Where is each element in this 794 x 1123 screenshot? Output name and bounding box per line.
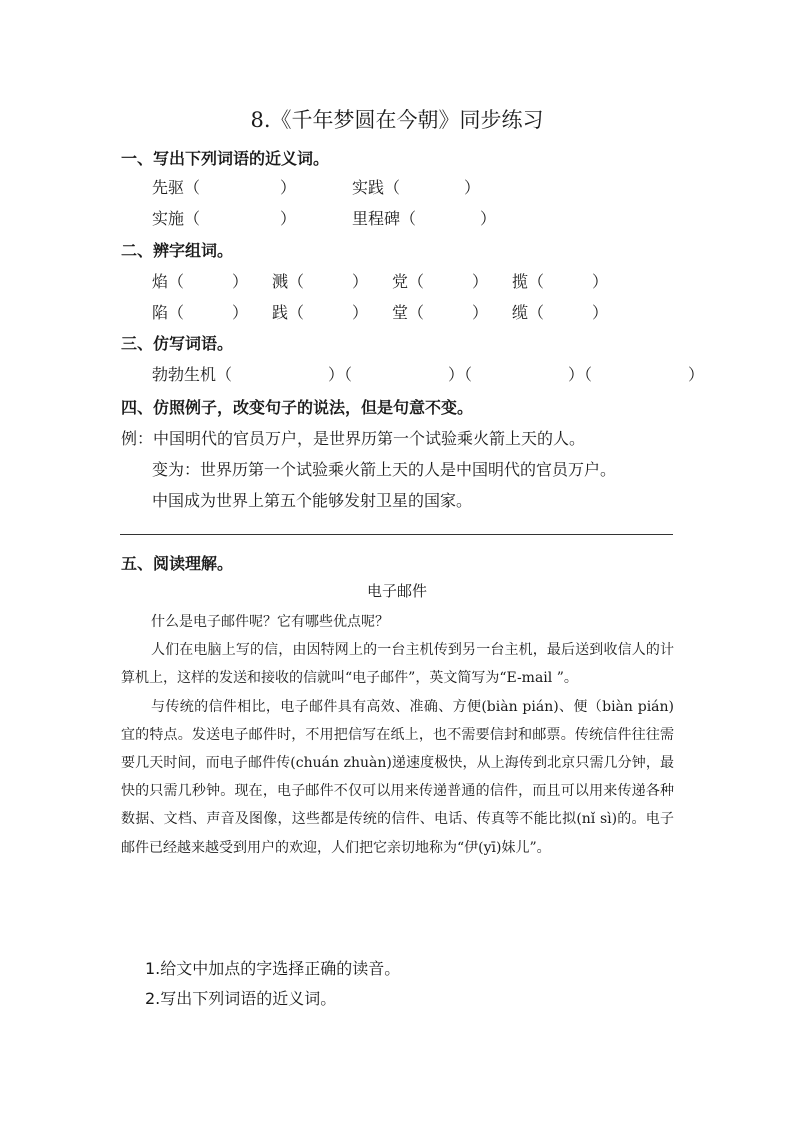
section-2-item: 缆（ ） [512,303,609,322]
section-1-item: 实施（ ） [152,209,297,228]
section-1-item: 实践（ ） [352,178,481,197]
passage-paragraph: 什么是电子邮件呢？它有哪些优点呢？ [151,614,389,630]
section-4-example: 例：中国明代的官员万户，是世界历第一个试验乘火箭上天的人。 [121,429,586,448]
section-5-heading: 五、阅读理解。 [121,554,234,573]
section-1-item: 先驱（ ） [152,178,297,197]
section-4-task: 中国成为世界上第五个能够发射卫星的国家。 [152,491,473,510]
reading-passage [121,608,674,944]
passage-title: 电子邮件 [366,582,427,600]
section-4-heading: 四、仿照例子，改变句子的说法，但是句意不变。 [121,398,474,417]
section-2-item: 践（ ） [272,303,369,322]
section-2-item: 溅（ ） [272,272,369,291]
section-1-heading: 一、写出下列词语的近义词。 [121,149,330,168]
section-2-item: 陷（ ） [152,303,249,322]
section-2-item: 堂（ ） [392,303,489,322]
section-2-item: 焰（ ） [152,272,249,291]
page-title: 8.《千年梦圆在今朝》同步练习 [250,108,544,132]
passage-paragraph: 人们在电脑上写的信，由因特网上的一台主机传到另一台主机，最后送到收信人的计算机上，这样的发送和接收的信就叫“电子邮件”，英文简写为“E-mail ”。 [121,642,674,687]
question-1: 1.给文中加点的字选择正确的读音。 [145,959,401,978]
section-2-item: 揽（ ） [512,272,609,291]
passage-paragraph: 与传统的信件相比，电子邮件具有高效、准确、方便(biàn pián)、便（biàn pián)宜的特点。发送电子邮件时，不用把信写在纸上，也不需要信封和邮票。传统信件往往需要几天时间，而电子邮件传(chuán zhuàn)递速度极快，从上海传到北京只需几分钟，最快的只需几秒钟。现在，电子邮件不仅可以用来传递普通的信件，而且可以用来传递各种数据、文档、声音及图像，这些都是传统的信件、电话、传真等不能比拟(nǐ sì)的。电子邮件已经越来越受到用户的欢迎，人们把它亲切地称为“伊(yī)妹儿”。 [121,698,674,856]
section-2-item: 党（ ） [392,272,489,291]
section-2-heading: 二、辨字组词。 [121,241,234,260]
section-3-line: 勃勃生机（ ）（ ）（ ）（ ） [152,365,705,384]
question-2: 2.写出下列词语的近义词。 [145,989,337,1008]
section-4-changed: 变为：世界历第一个试验乘火箭上天的人是中国明代的官员万户。 [152,460,617,479]
section-3-heading: 三、仿写词语。 [121,334,234,353]
answer-line [120,534,673,535]
section-1-item: 里程碑（ ） [352,209,497,228]
